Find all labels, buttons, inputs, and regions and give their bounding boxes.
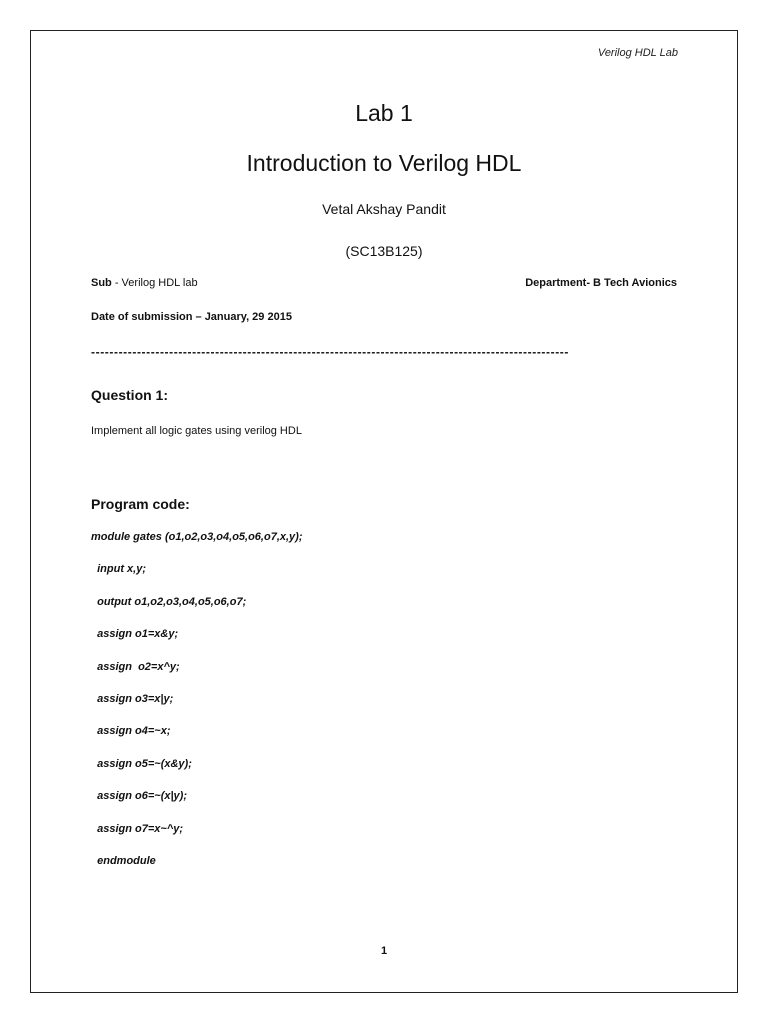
submission-date [91, 311, 292, 323]
running-header: Verilog HDL Lab [597, 47, 678, 59]
subject-label: Sub [91, 277, 112, 289]
submission-date-text: Date of submission – January, 29 2015 [91, 311, 292, 323]
code-line: output o1,o2,o3,o4,o5,o6,o7; [91, 595, 247, 608]
roll-number: (SC13B125) [345, 243, 423, 259]
code-line: assign o2=x^y; [91, 660, 180, 673]
code-line: endmodule [91, 854, 156, 867]
program-code-heading: Program code: [91, 496, 190, 512]
code-line: assign o4=~x; [91, 725, 171, 738]
lab-number-title: Lab 1 [355, 100, 413, 126]
code-block [91, 530, 303, 886]
dashed-separator: -------------------------------------------------------------------------------------------------------- [91, 345, 569, 359]
question-text: Implement all logic gates using verilog HDL [91, 425, 302, 437]
department-line [525, 277, 677, 289]
code-line: module gates (o1,o2,o3,o4,o5,o6,o7,x,y); [91, 531, 303, 543]
code-line: assign o6=~(x|y); [91, 790, 188, 803]
code-line: input x,y; [91, 563, 146, 576]
code-line: assign o7=x~^y; [91, 822, 184, 835]
department-label: Department [525, 277, 587, 289]
page-number: 1 [380, 945, 388, 957]
code-line: assign o3=x|y; [91, 692, 174, 705]
subject-value: - Verilog HDL lab [111, 277, 198, 289]
code-line: assign o1=x&y; [91, 628, 179, 641]
author-name: Vetal Akshay Pandit [322, 201, 446, 217]
question-heading: Question 1: [91, 387, 169, 403]
code-line: assign o5=~(x&y); [91, 757, 192, 770]
department-value: - B Tech Avionics [586, 277, 677, 289]
document-title: Introduction to Verilog HDL [246, 150, 522, 176]
subject-department-row [91, 277, 677, 289]
subject-line [91, 277, 198, 289]
